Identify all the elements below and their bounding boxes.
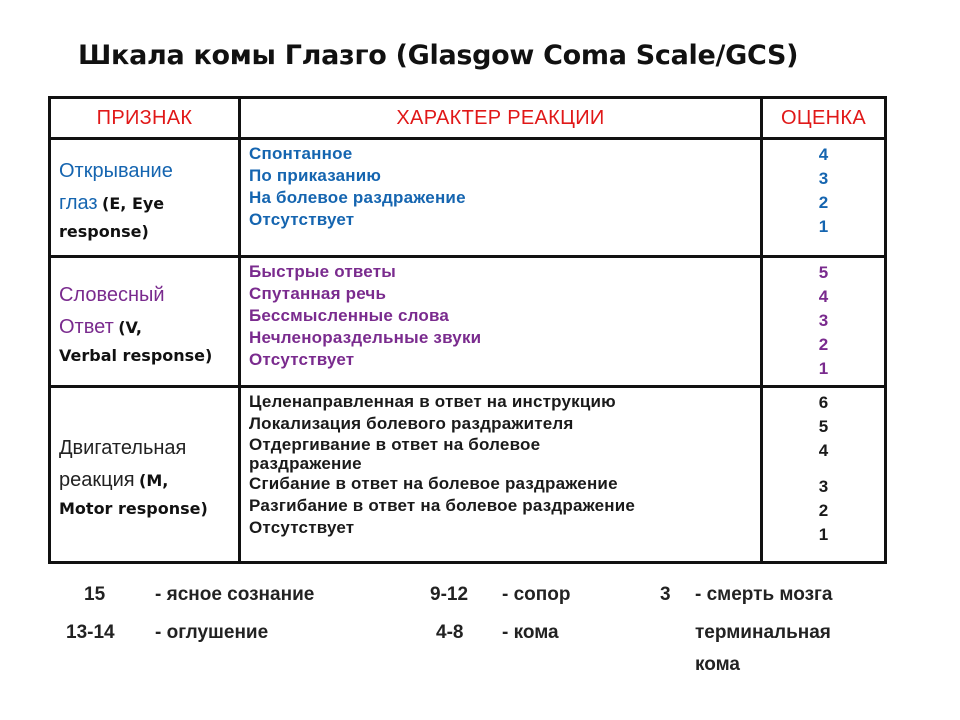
scores-verbal — [762, 257, 886, 387]
list-item: Бессмысленные слова — [249, 306, 450, 325]
list-item: Быстрые ответы — [249, 262, 396, 281]
table-row-verbal — [50, 257, 886, 387]
score-value — [763, 463, 884, 475]
sign-verbal-word: Ответ — [59, 315, 114, 338]
list-item: Разгибание в ответ на болевое раздражение — [249, 496, 636, 515]
sign-eye-code: (E, Eye — [102, 193, 165, 213]
sign-verbal-line2 — [59, 311, 238, 346]
responses-eye — [240, 139, 762, 257]
sign-cell-motor — [50, 387, 240, 563]
sign-motor-word: реакция — [59, 468, 135, 491]
list-item: Спутанная речь — [249, 284, 387, 303]
score-value: 2 — [818, 335, 829, 354]
page-title: Шкала комы Глазго (Glasgow Coma Scale/GCS) — [78, 40, 799, 71]
header-sign: ПРИЗНАК — [50, 98, 240, 139]
score-value: 5 — [818, 417, 829, 436]
score-value: 2 — [818, 501, 829, 520]
header-row — [50, 98, 886, 139]
score-value: 1 — [818, 525, 829, 544]
score-legend — [0, 582, 960, 692]
legend-label-terminal-coma: кома — [695, 654, 740, 675]
legend-label-terminal: терминальная — [695, 622, 831, 643]
list-item: Целенаправленная в ответ на инструкцию — [249, 392, 616, 411]
list-item: Нечленораздельные звуки — [249, 328, 482, 347]
legend-label-clear: - ясное сознание — [155, 584, 315, 605]
sign-motor-code: (M, — [139, 470, 169, 490]
score-value: 3 — [818, 169, 829, 188]
legend-label-stun: - оглушение — [155, 622, 269, 643]
sign-motor-line2 — [59, 464, 238, 499]
score-value: 4 — [818, 441, 829, 460]
sign-eye-word: глаз — [59, 191, 98, 214]
legend-score-15: 15 — [84, 584, 106, 605]
list-item: Отсутствует — [249, 518, 355, 537]
score-value: 5 — [818, 263, 829, 282]
legend-score-3: 3 — [660, 584, 671, 605]
gcs-table — [48, 96, 887, 564]
score-value: 3 — [818, 311, 829, 330]
responses-verbal — [240, 257, 762, 387]
legend-score-9-12: 9-12 — [430, 584, 469, 605]
table-row-eye — [50, 139, 886, 257]
legend-score-13-14: 13-14 — [66, 622, 115, 643]
score-value: 3 — [818, 477, 829, 496]
legend-label-coma: - кома — [502, 622, 559, 643]
legend-label-sopor: - сопор — [502, 584, 571, 605]
legend-score-4-8: 4-8 — [436, 622, 464, 643]
score-value: 6 — [818, 393, 829, 412]
score-value: 4 — [818, 287, 829, 306]
list-item: Отсутствует — [249, 210, 355, 229]
header-score: ОЦЕНКА — [762, 98, 886, 139]
sign-verbal-code: (V, — [118, 317, 142, 337]
list-item: Отсутствует — [249, 350, 355, 369]
list-item: Спонтанное — [249, 144, 353, 163]
sign-cell-eye — [50, 139, 240, 257]
list-item: раздражение — [249, 454, 362, 473]
sign-eye-line1: Открывание — [59, 159, 173, 182]
score-value: 1 — [818, 359, 829, 378]
sign-motor-line1: Двигательная — [59, 436, 187, 459]
scores-eye — [762, 139, 886, 257]
sign-eye-code2: response) — [59, 221, 149, 241]
score-value: 4 — [818, 145, 829, 164]
responses-motor — [240, 387, 762, 563]
scores-motor — [762, 387, 886, 563]
sign-cell-verbal — [50, 257, 240, 387]
table-row-motor — [50, 387, 886, 563]
list-item: Отдергивание в ответ на болевое — [249, 435, 541, 454]
sign-verbal-line1: Словесный — [59, 283, 165, 306]
list-item: По приказанию — [249, 166, 382, 185]
header-reaction: ХАРАКТЕР РЕАКЦИИ — [240, 98, 762, 139]
score-value: 1 — [818, 217, 829, 236]
legend-label-brain-death: - смерть мозга — [695, 584, 833, 605]
sign-verbal-code2: Verbal response) — [59, 345, 213, 365]
score-value: 2 — [818, 193, 829, 212]
list-item: Сгибание в ответ на болевое раздражение — [249, 474, 618, 493]
sign-motor-code2: Motor response) — [59, 498, 208, 518]
list-item: Локализация болевого раздражителя — [249, 414, 574, 433]
list-item: На болевое раздражение — [249, 188, 466, 207]
sign-eye-line2 — [59, 187, 238, 222]
